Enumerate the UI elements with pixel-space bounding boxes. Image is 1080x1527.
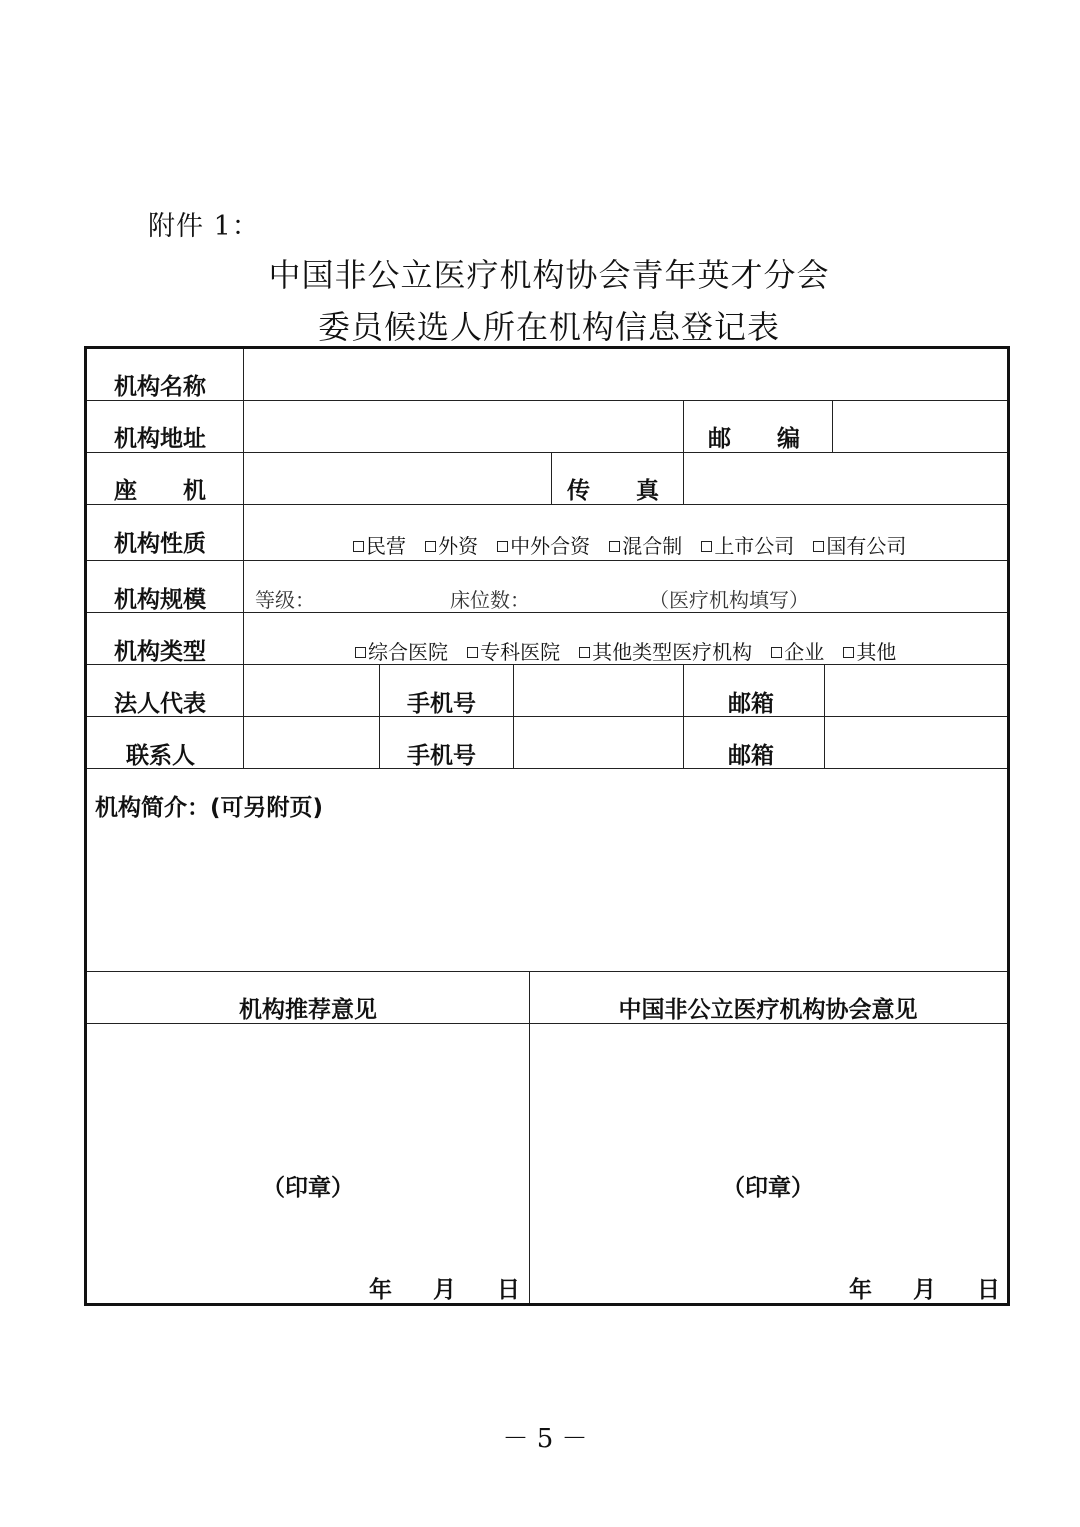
type-option-general-hospital[interactable]: 综合医院 [355,640,448,664]
checkbox-icon [355,647,366,658]
scale-note: （医疗机构填写） [649,588,809,612]
grade-label: 等级： [255,588,315,612]
checkbox-icon [467,647,478,658]
beds-label: 床位数： [450,588,530,612]
form-title-line2: 委员候选人所在机构信息登记表 [317,308,780,346]
association-seal: （印章） [722,1175,814,1201]
fax-label: 传 真 [567,478,659,504]
checkbox-icon [771,647,782,658]
checkbox-icon [843,647,854,658]
institution-date-day: 日 [497,1277,520,1303]
legal-rep-label: 法人代表 [114,691,206,717]
nature-option-state-owned[interactable]: 国有公司 [813,534,906,558]
attachment-label: 附件 1： [148,211,260,242]
nature-option-private[interactable]: 民营 [353,534,406,558]
contact-mobile-label: 手机号 [407,743,476,769]
legal-rep-email-label: 邮箱 [728,691,774,717]
checkbox-icon [497,541,508,552]
checkbox-icon [579,647,590,658]
checkbox-icon [701,541,712,552]
type-option-specialty-hospital[interactable]: 专科医院 [467,640,560,664]
type-option-enterprise[interactable]: 企业 [771,640,824,664]
org-scale-label: 机构规模 [114,587,206,613]
legal-rep-mobile-label: 手机号 [407,691,476,717]
institution-opinion-header: 机构推荐意见 [239,997,377,1023]
org-name-label: 机构名称 [114,374,206,400]
institution-seal: （印章） [262,1175,354,1201]
type-options [355,636,896,665]
contact-label: 联系人 [126,743,195,769]
registration-form [84,346,1010,1306]
type-option-other[interactable]: 其他 [843,640,896,664]
association-date-day: 日 [977,1277,1000,1303]
org-intro-label: 机构简介：(可另附页) [95,795,324,821]
nature-options [353,530,906,559]
association-date-month: 月 [913,1277,936,1303]
type-option-other-medical[interactable]: 其他类型医疗机构 [579,640,752,664]
org-type-label: 机构类型 [114,639,206,665]
nature-option-listed[interactable]: 上市公司 [701,534,794,558]
phone-label: 座 机 [114,478,206,504]
checkbox-icon [425,541,436,552]
nature-option-joint-venture[interactable]: 中外合资 [497,534,590,558]
page-number: － 5 － [502,1424,588,1454]
nature-option-mixed[interactable]: 混合制 [609,534,682,558]
checkbox-icon [353,541,364,552]
form-title-line1: 中国非公立医疗机构协会青年英才分会 [268,256,830,294]
association-date-year: 年 [849,1277,872,1303]
org-nature-label: 机构性质 [114,531,206,557]
org-address-label: 机构地址 [114,426,206,452]
institution-date-year: 年 [369,1277,392,1303]
checkbox-icon [813,541,824,552]
association-opinion-header: 中国非公立医疗机构协会意见 [618,997,918,1023]
checkbox-icon [609,541,620,552]
contact-email-label: 邮箱 [728,743,774,769]
postcode-label: 邮 编 [708,426,800,452]
institution-date-month: 月 [433,1277,456,1303]
nature-option-foreign[interactable]: 外资 [425,534,478,558]
